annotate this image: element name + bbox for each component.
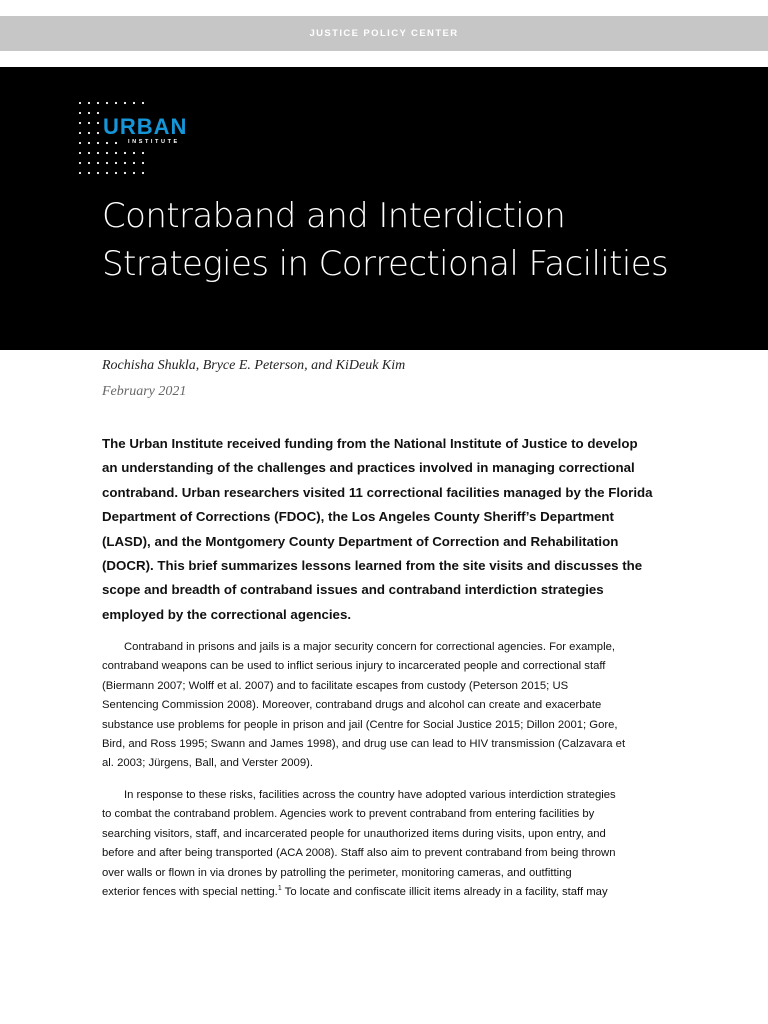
paragraph-line: to combat the contraband problem. Agencies work to prevent contraband from entering facilities by — [102, 808, 595, 821]
paragraph-line: (Biermann 2007; Wolff et al. 2007) and to facilitate escapes from custody (Peterson 2015; US — [102, 679, 569, 692]
urban-institute-logo — [78, 101, 208, 177]
abstract-line: (DOCR). This brief summarizes lessons learned from the site visits and discusses the — [102, 558, 643, 574]
paragraph-line: In response to these risks, facilities across the country have adopted various interdiction strategies — [124, 789, 616, 801]
footnote-marker[interactable]: 1 — [277, 885, 282, 893]
body-paragraph-2 — [102, 786, 672, 902]
line-text: exterior fences with special netting. — [102, 886, 278, 899]
paragraph-line: Sentencing Commission 2008). Moreover, contraband drugs and alcohol can create and exacerbate — [102, 699, 602, 712]
paragraph-line: Contraband in prisons and jails is a major security concern for correctional agencies. For example, — [124, 641, 616, 653]
author-list: Rochisha Shukla, Bryce E. Peterson, and KiDeuk Kim — [102, 358, 406, 373]
body-paragraph-1 — [102, 638, 672, 774]
abstract-line: contraband. Urban researchers visited 11 correctional facilities managed by the Florida — [102, 484, 653, 500]
section-header-bar — [0, 16, 768, 51]
report-title — [102, 192, 722, 288]
paragraph-line — [102, 883, 672, 902]
abstract — [102, 432, 672, 627]
paragraph-line: Bird, and Ross 1995; Swann and James 1998), and drug use can lead to HIV transmission (Calzavara et — [102, 738, 626, 751]
abstract-line: scope and breadth of contraband issues and contraband interdiction strategies — [102, 582, 604, 598]
publication-date: February 2021 — [102, 384, 187, 399]
section-label: JUSTICE POLICY CENTER — [309, 28, 459, 39]
abstract-line: Department of Corrections (FDOC), the Los Angeles County Sheriff’s Department — [102, 509, 614, 525]
title-line: Strategies in Correctional Facilities — [102, 244, 669, 284]
logo-subtitle: INSTITUTE — [128, 139, 180, 145]
paragraph-line: searching visitors, staff, and incarcerated people for unauthorized items during visits, upon entry, and — [102, 827, 606, 840]
line-text: To locate and confiscate illicit items already in a facility, staff may — [281, 886, 608, 899]
abstract-line: The Urban Institute received funding from the National Institute of Justice to develop — [102, 436, 638, 451]
paragraph-line: before and after being transported (ACA 2008). Staff also aim to prevent contraband from being thrown — [102, 847, 616, 860]
abstract-line: employed by the correctional agencies. — [102, 606, 352, 622]
paragraph-line: over walls or flown in via drones by patrolling the perimeter, monitoring cameras, and outfitting — [102, 866, 572, 879]
abstract-line: an understanding of the challenges and practices involved in managing correctional — [102, 460, 635, 476]
paragraph-line: substance use problems for people in prison and jail (Centre for Social Justice 2015; Dillon 2001; Gore, — [102, 718, 618, 731]
title-line: Contraband and Interdiction — [102, 196, 566, 236]
logo-wordmark: URBAN — [103, 114, 188, 139]
paragraph-line: contraband weapons can be used to inflict serious injury to incarcerated people and correctional staff — [102, 660, 606, 673]
abstract-line: (LASD), and the Montgomery County Department of Correction and Rehabilitation — [102, 533, 619, 549]
paragraph-line: al. 2003; Jürgens, Ball, and Verster 2009). — [102, 757, 314, 770]
